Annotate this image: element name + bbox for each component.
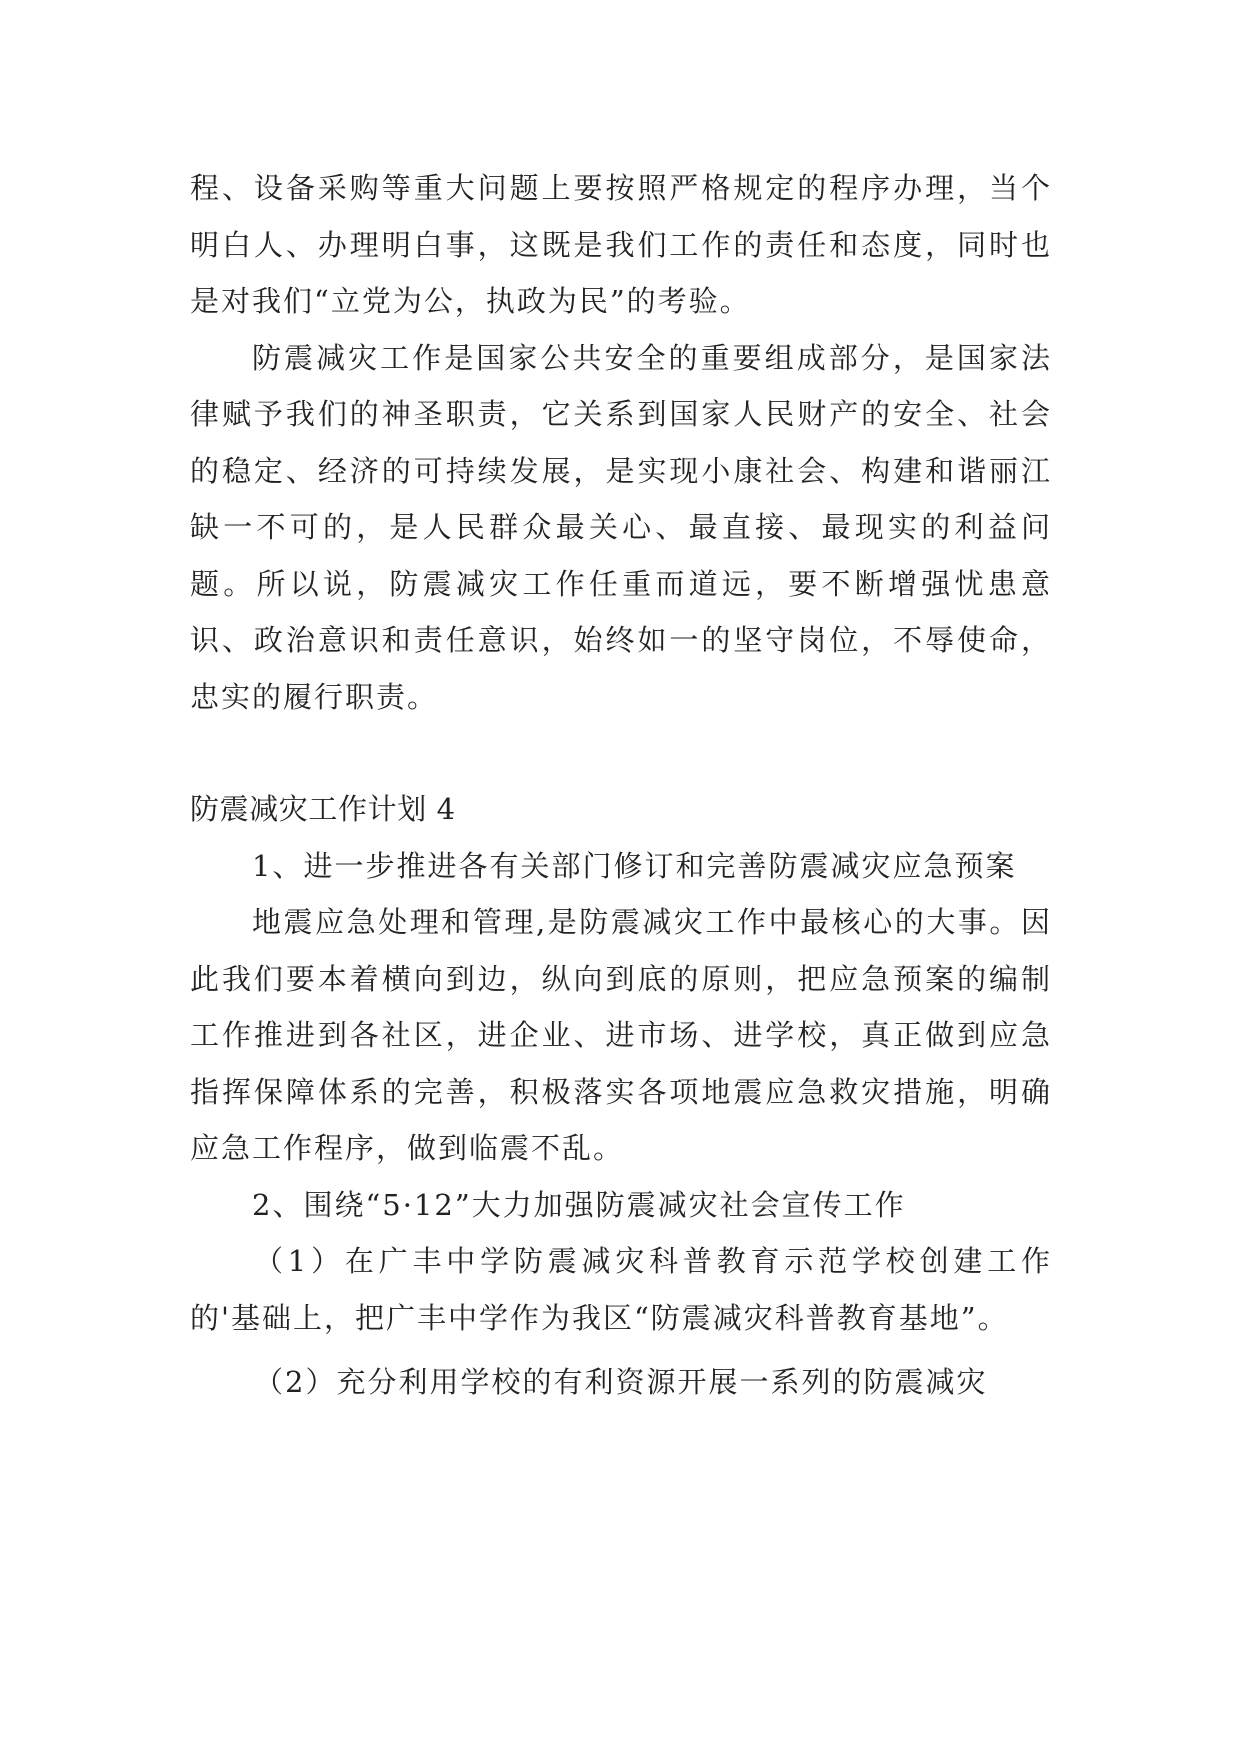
document-body [190, 160, 1052, 1411]
paragraph-continuation: 程、设备采购等重大问题上要按照严格规定的程序办理，当个明白人、办理明白事，这既是我们工作的责任和态度，同时也是对我们“立党为公，执政为民”的考验。 [190, 171, 1052, 318]
item-2-title: 2、围绕“5·12”大力加强防震减灾社会宣传工作 [252, 1187, 906, 1222]
item-1-body: 地震应急处理和管理,是防震减灾工作中最核心的大事。因此我们要本着横向到边，纵向到底的原则，把应急预案的编制工作推进到各社区，进企业、进市场、进学校，真正做到应急指挥保障体系的完善，积极落实各项地震应急救灾措施，明确应急工作程序，做到临震不乱。 [190, 905, 1052, 1165]
paragraph-disaster-prevention-importance: 防震减灾工作是国家公共安全的重要组成部分，是国家法律赋予我们的神圣职责，它关系到国家人民财产的安全、社会的稳定、经济的可持续发展，是实现小康社会、构建和谐丽江缺一不可的，是人民群众最关心、最直接、最现实的利益问题。所以说，防震减灾工作任重而道远，要不断增强忧患意识、政治意识和责任意识，始终如一的坚守岗位，不辱使命，忠实的履行职责。 [190, 340, 1052, 714]
sub-item-1: （1）在广丰中学防震减灾科普教育示范学校创建工作的'基础上，把广丰中学作为我区“防震减灾科普教育基地”。 [190, 1244, 1052, 1335]
sub-item-2: （2）充分利用学校的有利资源开展一系列的防震减灾 [254, 1365, 988, 1399]
section-heading: 防震减灾工作计划 4 [190, 792, 456, 826]
item-1-title: 1、进一步推进各有关部门修订和完善防震减灾应急预案 [252, 848, 1017, 883]
